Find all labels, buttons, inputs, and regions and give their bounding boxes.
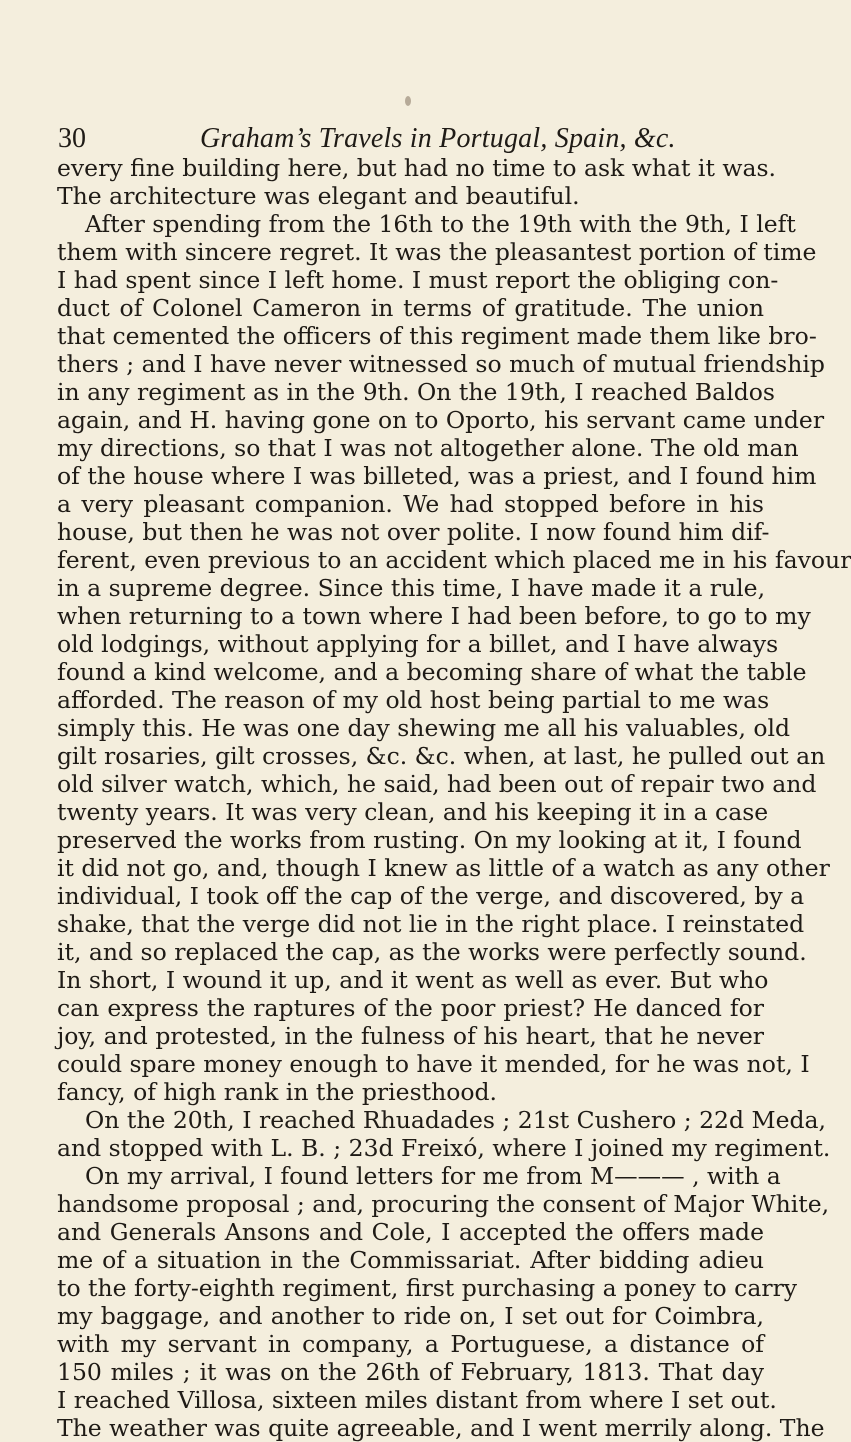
paper-mark: [405, 96, 411, 106]
text-line: After spending from the 16th to the 19th with the 9th, I left: [85, 210, 796, 238]
text-line: shake, that the verge did not lie in the right place. I reinstated: [57, 910, 805, 938]
text-line: I had spent since I left home. I must report the obliging con-: [57, 266, 779, 294]
text-line: afforded. The reason of my old host being partial to me was: [57, 686, 770, 714]
text-line: it, and so replaced the cap, as the works were perfectly sound.: [57, 938, 807, 966]
text-line: to the forty-eighth regiment, first purchasing a poney to carry: [57, 1274, 798, 1302]
text-line: it did not go, and, though I knew as little of a watch as any other: [57, 854, 830, 882]
text-line: again, and H. having gone on to Oporto, his servant came under: [57, 406, 825, 434]
text-line: twenty years. It was very clean, and his keeping it in a case: [57, 798, 769, 826]
text-line: of the house where I was billeted, was a priest, and I found him: [57, 462, 817, 490]
text-line: every fine building here, but had no time to ask what it was.: [57, 154, 777, 182]
text-line: them with sincere regret. It was the pleasantest portion of time: [57, 238, 817, 266]
text-line: In short, I wound it up, and it went as well as ever. But who: [57, 966, 769, 994]
text-line: with my servant in company, a Portuguese, a distance of: [57, 1330, 764, 1358]
text-line: gilt rosaries, gilt crosses, &c. &c. when, at last, he pulled out an: [57, 742, 826, 770]
text-line: a very pleasant companion. We had stopped before in his: [57, 490, 764, 518]
text-line: in any regiment as in the 9th. On the 19th, I reached Baldos: [57, 378, 775, 406]
text-line: joy, and protested, in the fulness of his heart, that he never: [57, 1022, 764, 1050]
text-line: old silver watch, which, he said, had been out of repair two and: [57, 770, 817, 798]
text-line: can express the raptures of the poor priest? He danced for: [57, 994, 764, 1022]
running-head: [58, 121, 758, 157]
text-line: thers ; and I have never witnessed so much of mutual friendship: [57, 350, 825, 378]
body-text: [57, 154, 851, 1442]
text-line: old lodgings, without applying for a billet, and I have always: [57, 630, 779, 658]
text-line: and stopped with L. B. ; 23d Freixó, where I joined my regiment.: [57, 1134, 831, 1162]
text-line: I reached Villosa, sixteen miles distant from where I set out.: [57, 1386, 777, 1414]
text-line: and Generals Ansons and Cole, I accepted the offers made: [57, 1218, 764, 1246]
text-line: my baggage, and another to ride on, I set out for Coimbra,: [57, 1302, 764, 1330]
text-line: me of a situation in the Commissariat. After bidding adieu: [57, 1246, 764, 1274]
text-line: On my arrival, I found letters for me from M——— , with a: [85, 1162, 781, 1190]
page-number: 30: [58, 123, 86, 154]
text-line: simply this. He was one day shewing me all his valuables, old: [57, 714, 791, 742]
text-line: found a kind welcome, and a becoming share of what the table: [57, 658, 807, 686]
text-line: On the 20th, I reached Rhuadades ; 21st Cushero ; 22d Meda,: [85, 1106, 827, 1134]
text-line: ferent, even previous to an accident which placed me in his favour: [57, 546, 851, 574]
text-line: house, but then he was not over polite. I now found him dif-: [57, 518, 770, 546]
text-line: 150 miles ; it was on the 26th of February, 1813. That day: [57, 1358, 764, 1386]
text-line: my directions, so that I was not altogether alone. The old man: [57, 434, 799, 462]
text-line: duct of Colonel Cameron in terms of gratitude. The union: [57, 294, 764, 322]
text-line: could spare money enough to have it mended, for he was not, I: [57, 1050, 810, 1078]
text-line: in a supreme degree. Since this time, I have made it a rule,: [57, 574, 766, 602]
text-line: fancy, of high rank in the priesthood.: [57, 1078, 498, 1106]
text-line: preserved the works from rusting. On my looking at it, I found: [57, 826, 802, 854]
running-title: Graham’s Travels in Portugal, Spain, &c.: [200, 123, 676, 154]
text-line: The architecture was elegant and beautiful.: [57, 182, 580, 210]
text-line: that cemented the officers of this regiment made them like bro-: [57, 322, 817, 350]
text-line: individual, I took off the cap of the verge, and discovered, by a: [57, 882, 805, 910]
text-line: The weather was quite agreeable, and I went merrily along. The: [57, 1414, 825, 1442]
text-line: when returning to a town where I had been before, to go to my: [57, 602, 811, 630]
text-line: handsome proposal ; and, procuring the consent of Major White,: [57, 1190, 830, 1218]
